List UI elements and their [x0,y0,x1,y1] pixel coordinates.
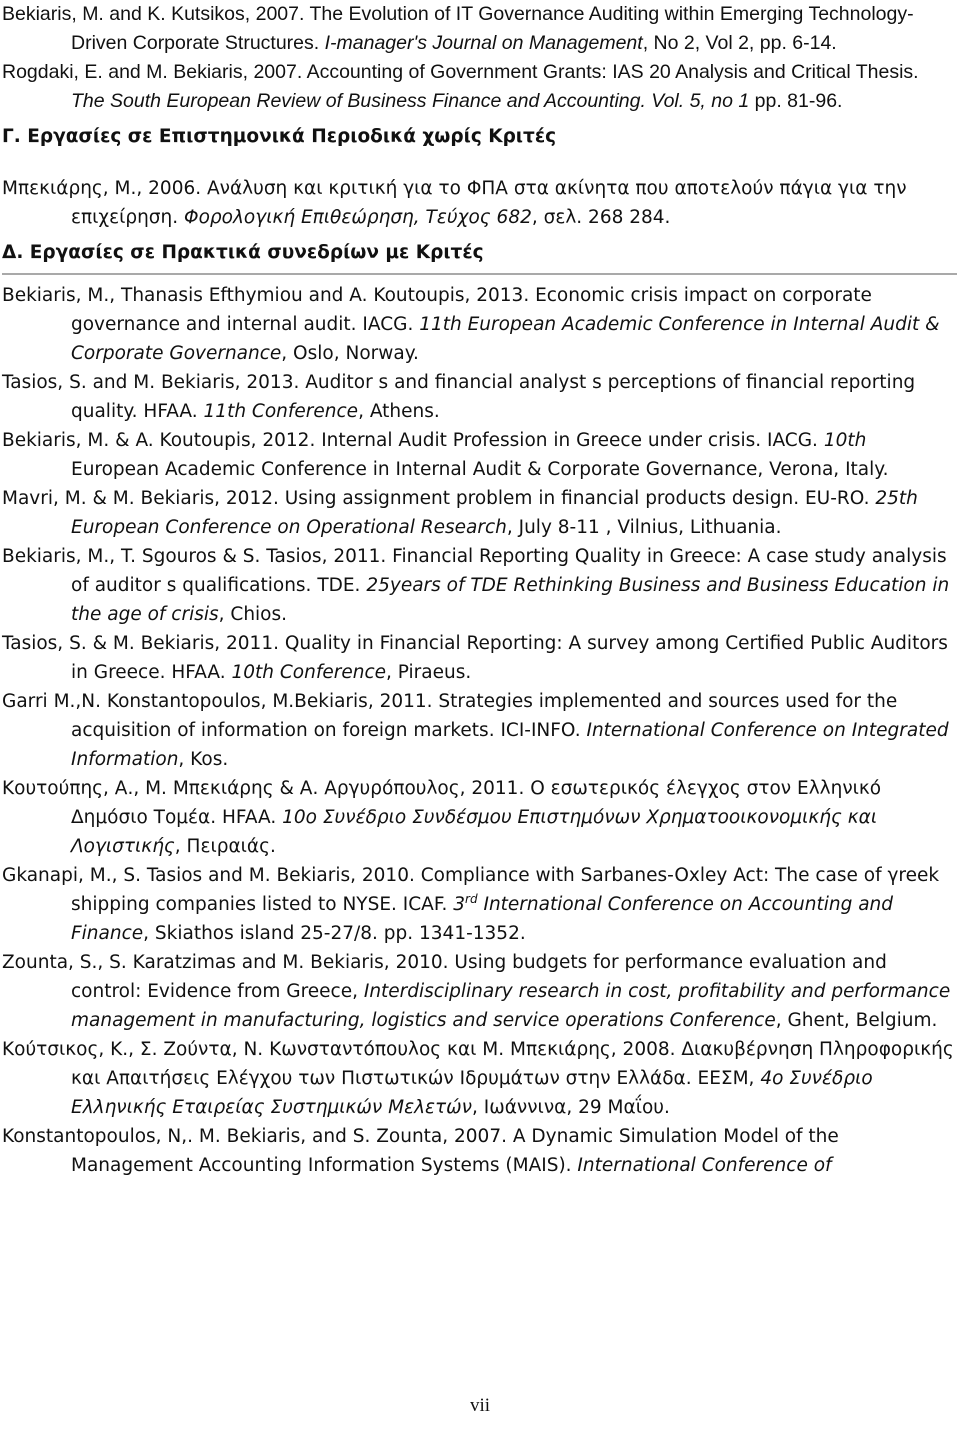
reference-italic-text: The South European Review of Business Finance and Accounting. Vol. 5, no 1 [71,90,750,112]
reference-italic-text: 10th [823,430,867,451]
reference-entry [2,948,957,1035]
reference-italic-text: Φορολογική Επιθεώρηση, Τεύχος 682 [184,207,532,228]
reference-text: Rogdaki, E. and M. Bekiaris, 2007. Accounting of Government Grants: IAS 20 Analysis and Critical Thesis. [2,61,919,83]
reference-italic-text: 11th Conference [203,401,359,422]
reference-italic-text: Interdisciplinary research in cost, profitability and performance management in manufacturing, logistics and service operations Conference [71,981,951,1031]
reference-text: , Piraeus. [386,662,472,683]
reference-text: Bekiaris, M. and K. Kutsikos, 2007. The Evolution of IT Governance Auditing within Emerging Technology-Driven Corporate Structures. [2,3,914,54]
reference-entry [2,58,957,116]
reference-text: , No 2, Vol 2, pp. 6-14. [642,32,837,54]
reference-entry [2,0,957,58]
section-heading: Γ. Εργασίες σε Επιστημονικά Περιοδικά χωρίς Κριτές [2,126,557,147]
reference-text: Tasios, S. and M. Bekiaris, 2013. Auditor s and financial analyst s perceptions of financial reporting quality. HFAA. [2,372,916,422]
reference-italic-text: 10ο Συνέδριο Συνδέσμου Επιστημόνων Χρηματοοικονομικής και Λογιστικής [71,807,878,857]
reference-text: , Skiathos island 25-27/8. pp. 1341-1352. [143,923,526,944]
reference-text: , Ghent, Belgium. [775,1010,938,1031]
document-body [2,0,957,1180]
reference-entry [2,629,957,687]
reference-text: Κούτσικος, Κ., Σ. Ζούντα, Ν. Κωνσταντόπουλος και Μ. Μπεκιάρης, 2008. Διακυβέρνηση Πληροφορικής και Απαιτήσεις Ελέγχου των Πιστωτικών Ιδρυμάτων στην Ελλάδα. ΕΕΣΜ, [2,1039,954,1089]
reference-entry [2,542,957,629]
section-heading: Δ. Εργασίες σε Πρακτικά συνεδρίων με Κριτές [2,242,484,263]
reference-italic-text: International Conference on Accounting and Finance [71,894,894,944]
reference-text: Bekiaris, M., T. Sgouros & S. Tasios, 2011. Financial Reporting Quality in Greece: A case study analysis of auditor s qualifications. TDE. [2,546,947,596]
reference-italic-text: 11th European Academic Conference in Internal Audit & Corporate Governance [71,314,940,364]
reference-text: Μπεκιάρης, Μ., 2006. Ανάλυση και κριτική για το ΦΠΑ στα ακίνητα που αποτελούν πάγια για την επιχείρηση. [2,178,907,228]
reference-text: Zounta, S., S. Karatzimas and M. Bekiaris, 2010. Using budgets for performance evaluation and control: Evidence from Greece, [2,952,887,1002]
reference-text: Mavri, M. & M. Bekiaris, 2012. Using assignment problem in financial products design. EU-RO. [2,488,876,509]
reference-entry [2,774,957,861]
reference-text: , Athens. [358,401,440,422]
reference-text: Bekiaris, M. & A. Koutoupis, 2012. Internal Audit Profession in Greece under crisis. IACG. [2,430,824,451]
reference-text: , July 8-11 , Vilnius, Lithuania. [506,517,782,538]
reference-italic-text: rd [465,891,478,906]
reference-entry [2,861,957,948]
reference-text: Κουτούπης, Α., Μ. Μπεκιάρης & Α. Αργυρόπουλος, 2011. Ο εσωτερικός έλεγχος στον Ελληνικό Δημόσιο Τομέα. HFAA. [2,778,882,828]
reference-italic-text: 25th European Conference on Operational Research [71,488,918,538]
reference-text: , Πειραιάς. [174,836,276,857]
reference-text: , Chios. [218,604,288,625]
reference-text: , σελ. 268 284. [531,207,671,228]
spacer [2,151,957,174]
reference-entry [2,426,957,484]
reference-text: Bekiaris, M., Thanasis Efthymiou and A. Koutoupis, 2013. Economic crisis impact on corporate governance and internal audit. IACG. [2,285,872,335]
reference-text: , Oslo, Norway. [281,343,419,364]
reference-text: pp. 81-96. [749,90,843,112]
reference-entry [2,1035,957,1122]
reference-italic-text: 25years of TDE Rethinking Business and Business Education in the age of crisis [71,575,950,625]
reference-italic-text: 10th Conference [231,662,387,683]
reference-entry [2,687,957,774]
reference-text: , Kos. [178,749,229,770]
reference-entry [2,174,957,232]
reference-entry [2,484,957,542]
reference-italic-text: I-manager's Journal on Management [324,32,643,54]
reference-text: Tasios, S. & M. Bekiaris, 2011. Quality in Financial Reporting: A survey among Certified Public Auditors in Greece. HFAA. [2,633,948,683]
reference-text: Garri M.,N. Konstantopoulos, M.Bekiaris, 2011. Strategies implemented and sources used for the acquisition of information on foreign markets. ICI-INFO. [2,691,898,741]
reference-italic-text: 3 [453,894,466,915]
reference-text: , Ιωάννινα, 29 Μαΐου. [471,1097,670,1118]
reference-italic-text: 4ο Συνέδριο Ελληνικής Εταιρείας Συστημικών Μελετών [71,1068,873,1118]
page-number: vii [469,1395,491,1416]
reference-text: Gkanapi, M., S. Tasios and M. Bekiaris, 2010. Compliance with Sarbanes-Oxley Act: The case of γreek shipping companies listed to NYSE. ICAF. [2,865,940,915]
reference-entry [2,281,957,368]
reference-entry [2,368,957,426]
reference-italic-text: International Conference on Integrated Information [71,720,949,770]
reference-text: European Academic Conference in Internal Audit & Corporate Governance, Verona, Italy. [71,459,889,480]
reference-italic-text: International Conference of [577,1155,832,1176]
reference-entry [2,1122,957,1180]
reference-text: Konstantopoulos, N,. M. Bekiaris, and S. Zounta, 2007. A Dynamic Simulation Model of the Management Accounting Information Systems (MAIS). [2,1126,839,1176]
